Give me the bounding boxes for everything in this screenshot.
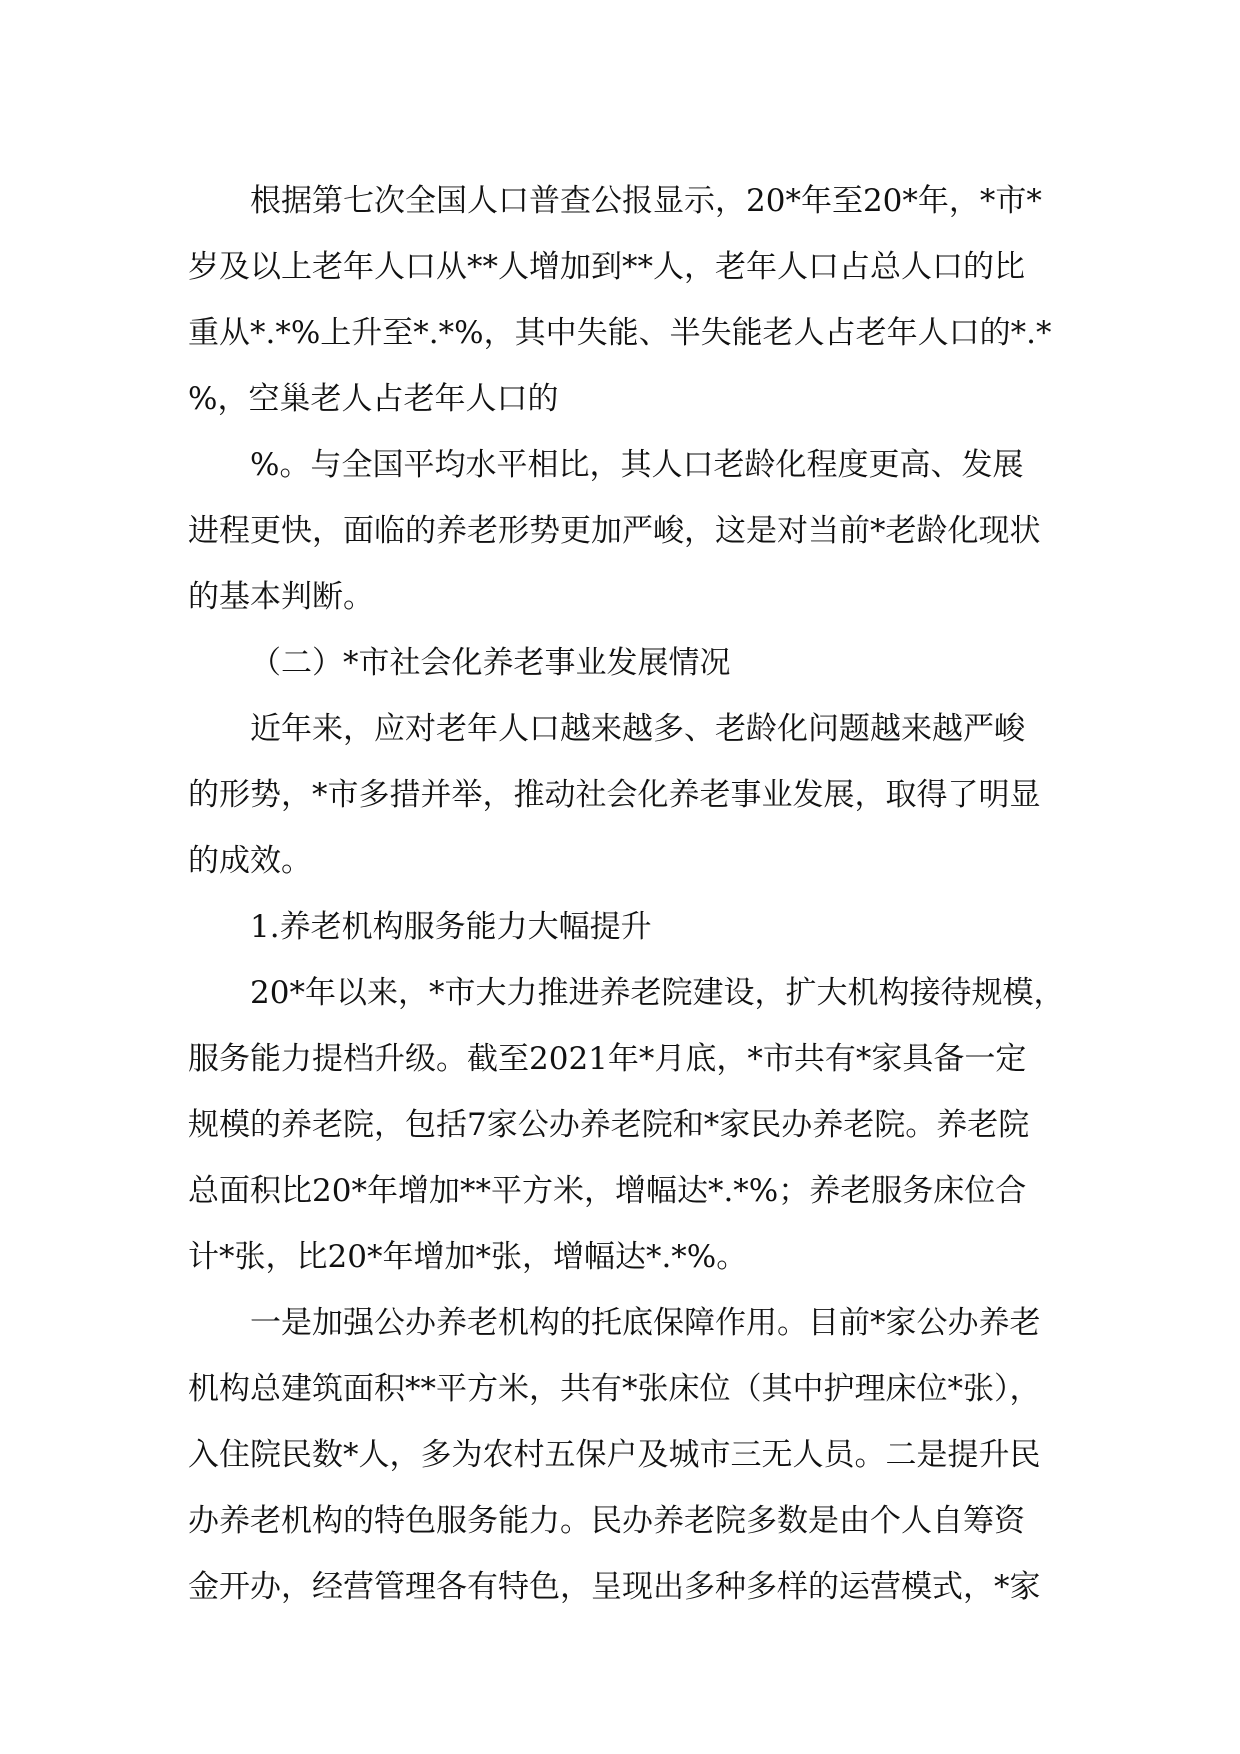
text-line: 规模的养老院，包括7家公办养老院和*家民办养老院。养老院: [188, 1107, 1030, 1143]
text-line: 20*年以来，*市大力推进养老院建设，扩大机构接待规模，: [250, 975, 1065, 1011]
text-line: 进程更快，面临的养老形势更加严峻，这是对当前*老龄化现状: [188, 513, 1041, 549]
text-line: 根据第七次全国人口普查公报显示，20*年至20*年，*市*: [250, 183, 1042, 219]
text-line: 机构总建筑面积**平方米，共有*张床位（其中护理床位*张），: [188, 1371, 1041, 1407]
text-line: 一是加强公办养老机构的托底保障作用。目前*家公办养老: [250, 1305, 1041, 1341]
text-line: 的形势，*市多措并举，推动社会化养老事业发展，取得了明显: [188, 777, 1041, 813]
body-text: [188, 168, 1068, 1620]
text-line: 入住院民数*人，多为农村五保户及城市三无人员。二是提升民: [188, 1437, 1041, 1473]
text-line: 的基本判断。: [188, 579, 374, 615]
section-heading: （二）*市社会化养老事业发展情况: [250, 645, 731, 681]
text-line: %。与全国平均水平相比，其人口老龄化程度更高、发展: [250, 447, 1024, 483]
text-line: 计*张，比20*年增加*张，增幅达*.*%。: [188, 1239, 748, 1275]
text-line: 金开办，经营管理各有特色，呈现出多种多样的运营模式，*家: [188, 1569, 1041, 1605]
text-line: 的成效。: [188, 843, 312, 879]
text-line: 服务能力提档升级。截至2021年*月底，*市共有*家具备一定: [188, 1041, 1027, 1077]
text-line: 办养老机构的特色服务能力。民办养老院多数是由个人自筹资: [188, 1503, 1025, 1539]
text-line: 总面积比20*年增加**平方米，增幅达*.*%；养老服务床位合: [188, 1173, 1027, 1209]
subsection-heading: 1.养老机构服务能力大幅提升: [250, 909, 652, 945]
text-line: 重从*.*%上升至*.*%，其中失能、半失能老人占老年人口的*.*: [188, 315, 1052, 351]
text-line: 近年来，应对老年人口越来越多、老龄化问题越来越严峻: [250, 711, 1025, 747]
text-line: 岁及以上老年人口从**人增加到**人，老年人口占总人口的比: [188, 249, 1025, 285]
text-line: %，空巢老人占老年人口的: [188, 381, 559, 417]
